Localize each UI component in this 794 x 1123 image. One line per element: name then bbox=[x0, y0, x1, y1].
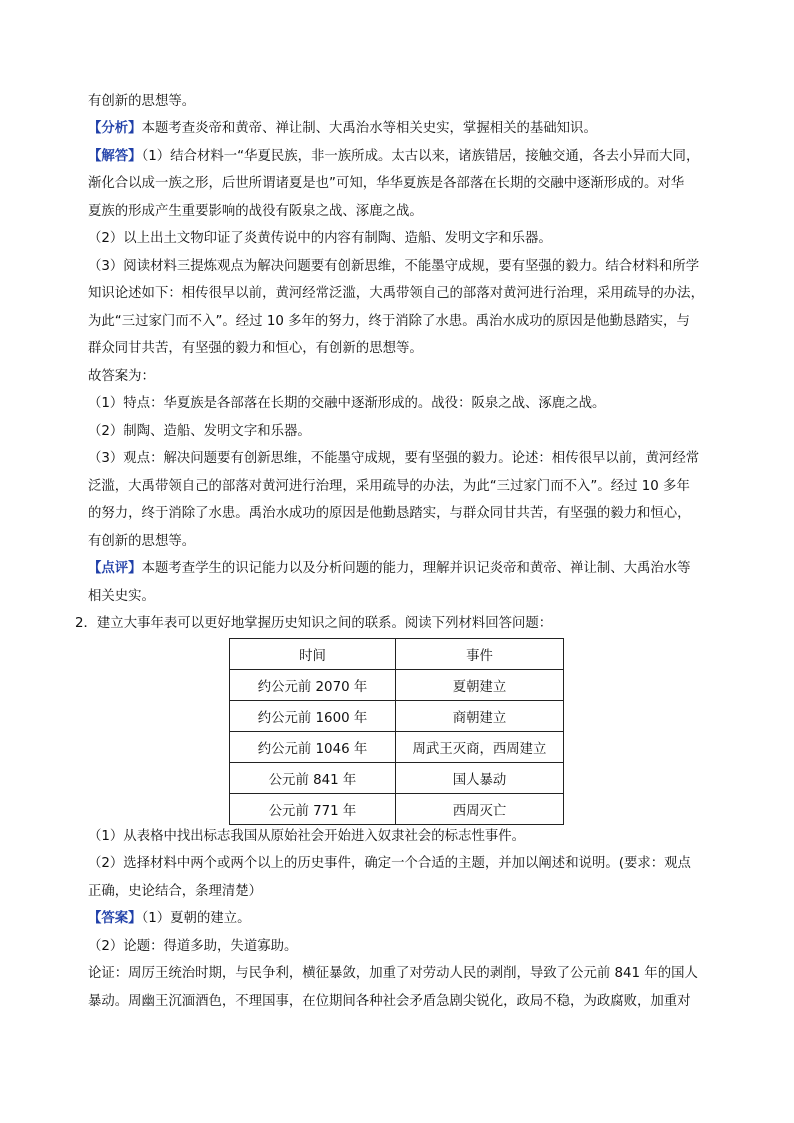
table-row bbox=[230, 701, 564, 732]
solution-line: 【解答】（1）结合材料一“华夏民族，非一族所成。太古以来，诸族错居，接触交通，各去小异而大同， bbox=[88, 149, 700, 164]
table-cell-time: 公元前 841 年 bbox=[230, 763, 396, 794]
text-line: 有创新的思想等。 bbox=[88, 534, 196, 549]
text-line: （2）以上出土文物印证了炎黄传说中的内容有制陶、造船、发明文字和乐器。 bbox=[88, 231, 552, 246]
table-cell-time: 公元前 771 年 bbox=[230, 794, 396, 825]
table-row bbox=[230, 670, 564, 701]
text-line: （1）特点：华夏族是各部落在长期的交融中逐渐形成的。战役：阪泉之战、涿鹿之战。 bbox=[88, 396, 606, 411]
solution-tag: 【解答】 bbox=[88, 149, 142, 164]
analysis-tag: 【分析】 bbox=[88, 121, 142, 136]
text-line: 暴动。周幽王沉湎酒色，不理国事，在位期间各种社会矛盾急剧尖锐化，政局不稳，为政腐败，加重对 bbox=[88, 994, 691, 1009]
analysis-line: 【分析】本题考查炎帝和黄帝、禅让制、大禹治水等相关史实，掌握相关的基础知识。 bbox=[88, 121, 597, 136]
text-line: 泛滥，大禹带领自己的部落对黄河进行治理，采用疏导的办法，为此“三过家门而不入”。经过 10 多年 bbox=[88, 479, 690, 494]
table-header-row bbox=[230, 639, 564, 670]
text-line: （1）从表格中找出标志我国从原始社会开始进入奴隶社会的标志性事件。 bbox=[88, 829, 526, 844]
table-row bbox=[230, 763, 564, 794]
text-line: （3）阅读材料三提炼观点为解决问题要有创新思维，不能墨守成规，要有坚强的毅力。结合材料和所学 bbox=[88, 259, 700, 274]
text-line: 论证：周厉王统治时期，与民争利，横征暴敛，加重了对劳动人民的剥削，导致了公元前 841 年的国人 bbox=[88, 966, 698, 981]
table-cell-event: 西周灭亡 bbox=[396, 794, 564, 825]
comment-tag: 【点评】 bbox=[88, 561, 142, 576]
text-line: 故答案为： bbox=[88, 369, 155, 384]
table-cell-event: 商朝建立 bbox=[396, 701, 564, 732]
text-line: （2）论题：得道多助，失道寡助。 bbox=[88, 939, 298, 954]
table-cell-event: 周武王灭商，西周建立 bbox=[396, 732, 564, 763]
comment-line: 【点评】本题考查学生的识记能力以及分析问题的能力，理解并识记炎帝和黄帝、禅让制、大禹治水等 bbox=[88, 561, 691, 576]
text-line: 的努力，终于消除了水患。禹治水成功的原因是他勤恳踏实，与群众同甘共苦，有坚强的毅力和恒心， bbox=[88, 506, 691, 521]
table-row bbox=[230, 732, 564, 763]
answer-tag: 【答案】 bbox=[88, 911, 142, 926]
text-line: 为此“三过家门而不入”。经过 10 多年的努力，终于消除了水患。禹治水成功的原因是他勤恳踏实，与 bbox=[88, 314, 690, 329]
text-line: （3）观点：解决问题要有创新思维，不能墨守成规，要有坚强的毅力。论述：相传很早以前，黄河经常 bbox=[88, 451, 700, 466]
text-line: 群众同甘共苦，有坚强的毅力和恒心，有创新的思想等。 bbox=[88, 341, 423, 356]
table-cell-event: 夏朝建立 bbox=[396, 670, 564, 701]
table-header-time: 时间 bbox=[230, 639, 396, 670]
text-line: 有创新的思想等。 bbox=[88, 94, 196, 109]
table-row bbox=[230, 794, 564, 825]
table-header-event: 事件 bbox=[396, 639, 564, 670]
question-2-stem: 2．建立大事年表可以更好地掌握历史知识之间的联系。阅读下列材料回答问题： bbox=[75, 616, 553, 631]
text-line: 相关史实。 bbox=[88, 589, 155, 604]
text-line: （2）制陶、造船、发明文字和乐器。 bbox=[88, 424, 311, 439]
table-cell-event: 国人暴动 bbox=[396, 763, 564, 794]
table-cell-time: 约公元前 1046 年 bbox=[230, 732, 396, 763]
text-line: 夏族的形成产生重要影响的战役有阪泉之战、涿鹿之战。 bbox=[88, 204, 423, 219]
table-cell-time: 约公元前 1600 年 bbox=[230, 701, 396, 732]
question-number: 2． bbox=[75, 616, 97, 631]
answer-line: 【答案】（1）夏朝的建立。 bbox=[88, 911, 251, 926]
text-line: 渐化合以成一族之形，后世所谓诸夏是也”可知，华华夏族是各部落在长期的交融中逐渐形成的。对华 bbox=[88, 176, 685, 191]
text-line: （2）选择材料中两个或两个以上的历史事件，确定一个合适的主题，并加以阐述和说明。(要求：观点 bbox=[88, 856, 691, 871]
chronology-table bbox=[229, 638, 564, 825]
text-line: 知识论述如下：相传很早以前，黄河经常泛滥，大禹带领自己的部落对黄河进行治理，采用疏导的办法， bbox=[88, 286, 704, 301]
text-line: 正确，史论结合，条理清楚） bbox=[88, 884, 263, 899]
table-cell-time: 约公元前 2070 年 bbox=[230, 670, 396, 701]
